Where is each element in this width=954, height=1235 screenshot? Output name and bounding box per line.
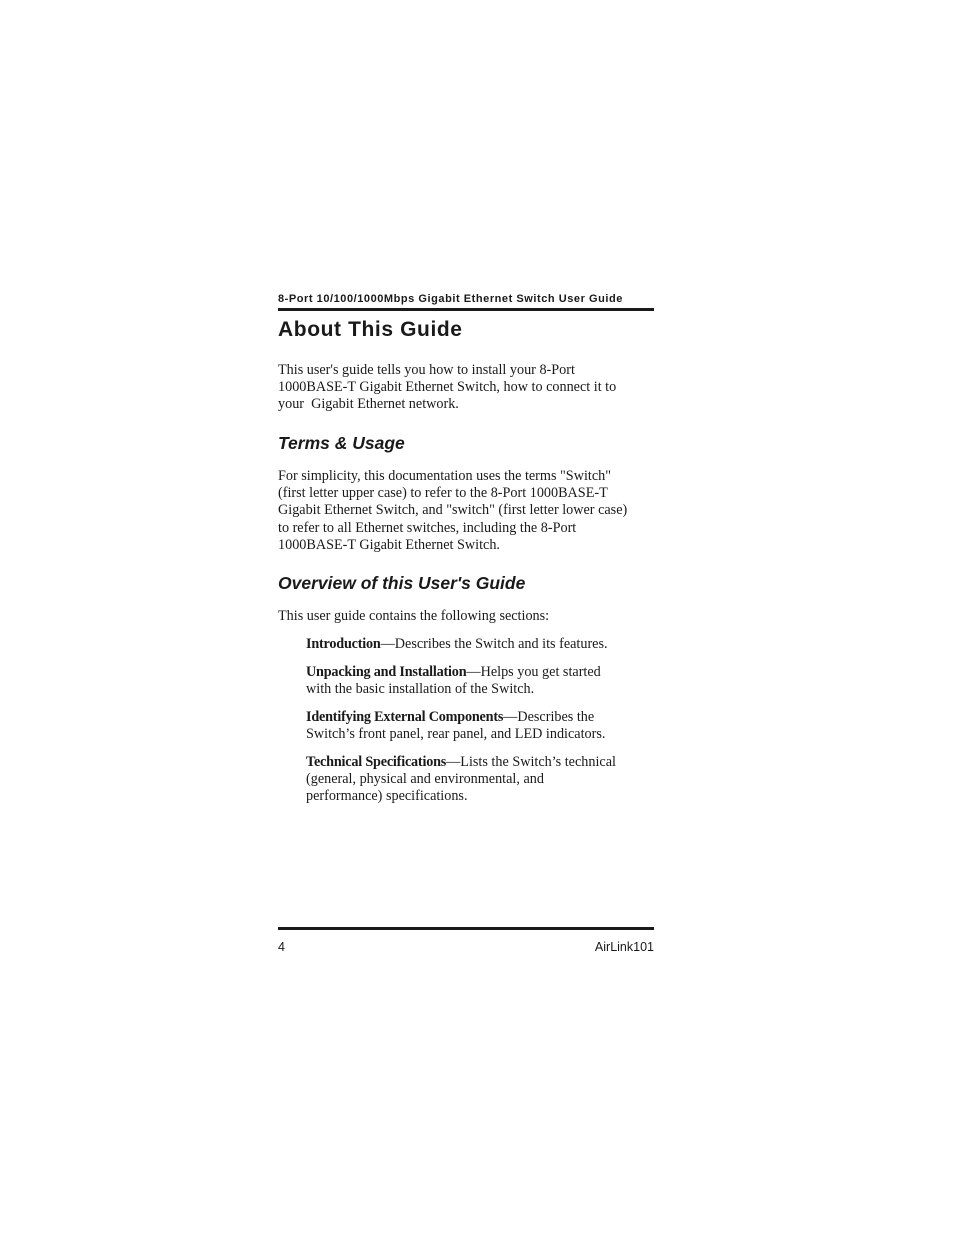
terms-line: Gigabit Ethernet Switch, and "switch" (first letter lower case) xyxy=(278,502,628,519)
overview-heading: Overview of this User's Guide xyxy=(278,573,526,593)
terms-line: 1000BASE-T Gigabit Ethernet Switch. xyxy=(278,536,500,553)
page-title: About This Guide xyxy=(278,318,463,341)
section-item-introduction xyxy=(306,636,656,653)
terms-line: (first letter upper case) to refer to the 8-Port 1000BASE-T xyxy=(278,485,608,502)
terms-line: For simplicity, this documentation uses the terms "Switch" xyxy=(278,468,612,484)
document-page xyxy=(278,0,654,1235)
intro-line: your Gigabit Ethernet network. xyxy=(278,396,459,413)
terms-paragraph xyxy=(278,468,654,554)
overview-intro xyxy=(278,608,654,625)
brand-name: AirLink101 xyxy=(594,940,654,954)
header-rule xyxy=(278,308,654,311)
intro-line: 1000BASE-T Gigabit Ethernet Switch, how to connect it to xyxy=(278,379,617,396)
section-item-external-components xyxy=(306,709,656,743)
terms-line: to refer to all Ethernet switches, including the 8-Port xyxy=(278,519,577,536)
section-term: Unpacking and Installation xyxy=(306,664,467,680)
section-description-line: (general, physical and environmental, and xyxy=(306,771,544,788)
section-term: Identifying External Components xyxy=(306,709,504,725)
intro-line: This user's guide tells you how to install your 8-Port xyxy=(278,362,575,378)
section-description: —Lists the Switch’s technical xyxy=(446,754,616,770)
section-term: Technical Specifications xyxy=(306,754,447,770)
section-term: Introduction xyxy=(306,636,381,652)
section-item-technical-specifications xyxy=(306,754,656,806)
section-description: —Helps you get started xyxy=(466,664,601,680)
footer-rule xyxy=(278,927,654,930)
section-description-line: Switch’s front panel, rear panel, and LED indicators. xyxy=(306,726,606,743)
running-header: 8-Port 10/100/1000Mbps Gigabit Ethernet Switch User Guide xyxy=(278,293,623,305)
overview-intro-line: This user guide contains the following sections: xyxy=(278,608,550,624)
section-description: —Describes the xyxy=(503,709,595,725)
page-number: 4 xyxy=(278,940,285,954)
intro-paragraph xyxy=(278,362,654,414)
section-item-unpacking xyxy=(306,664,656,698)
section-description-line: performance) specifications. xyxy=(306,788,468,805)
terms-heading: Terms & Usage xyxy=(278,433,405,453)
section-description-line: with the basic installation of the Switch. xyxy=(306,681,535,698)
section-description: —Describes the Switch and its features. xyxy=(380,636,608,652)
